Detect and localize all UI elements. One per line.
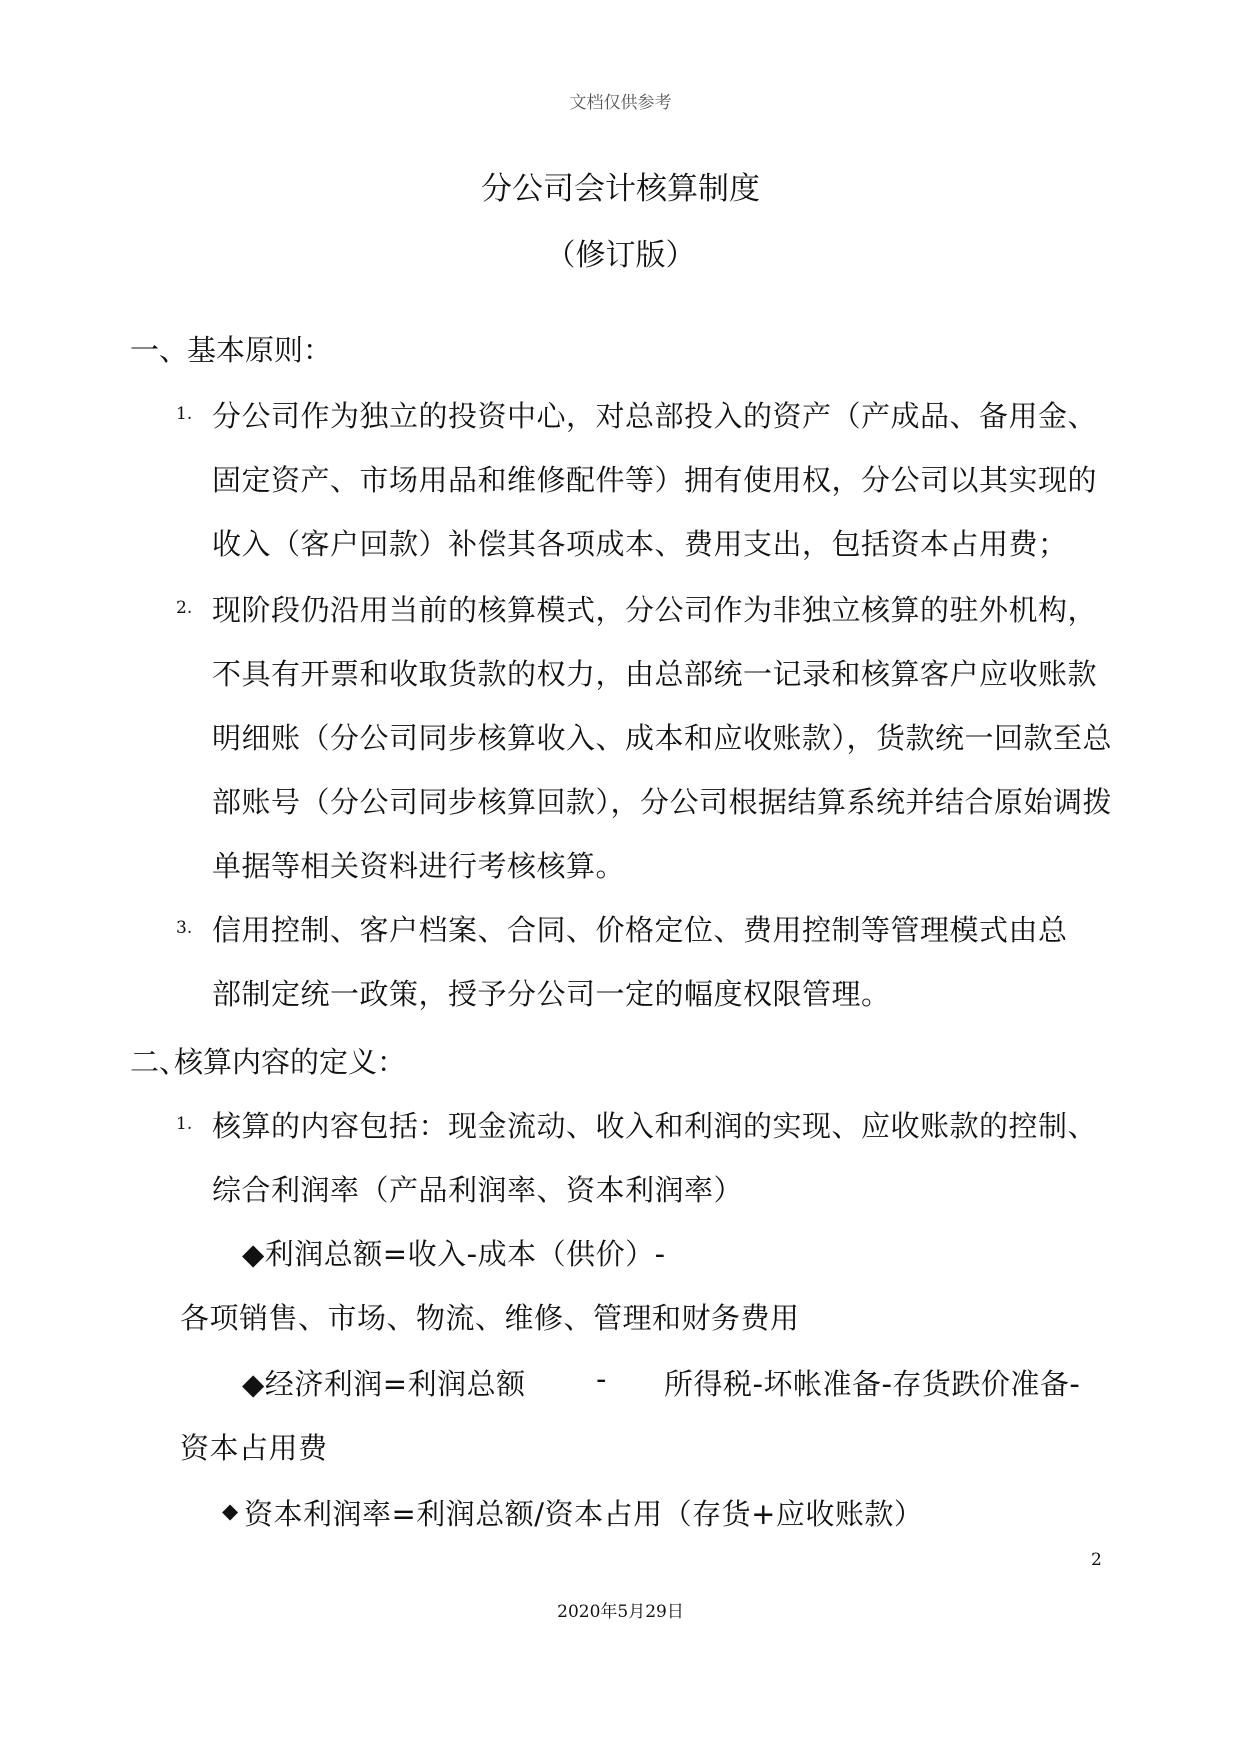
paragraph-line: 固定资产、市场用品和维修配件等）拥有使用权，分公司以其实现的 (212, 463, 1098, 497)
document-title: 分公司会计核算制度 (481, 171, 760, 207)
page-number: 2 (1091, 1550, 1102, 1570)
formula-economic-profit-cont: 资本占用费 (180, 1431, 328, 1465)
paragraph-line: 部账号（分公司同步核算回款），分公司根据结算系统并结合原始调拨 (212, 785, 1113, 819)
formula-capital-return: 资本利润率=利润总额/资本占用（存货+应收账款） (244, 1497, 924, 1531)
page-header: 文档仅供参考 (569, 93, 672, 113)
formula-economic-profit: ◆经济利润=利润总额 (242, 1367, 526, 1401)
formula-profit-total-cont: 各项销售、市场、物流、维修、管理和财务费用 (180, 1301, 800, 1335)
section2-marker: 二、 (130, 1045, 189, 1079)
paragraph-line: 信用控制、客户档案、合同、价格定位、费用控制等管理模式由总 (212, 913, 1068, 947)
formula-dash: - (596, 1362, 607, 1396)
formula-economic-profit-terms: 所得税-坏帐准备-存货跌价准备- (664, 1367, 1081, 1401)
section1-marker: 一、 (130, 333, 189, 367)
paragraph-line: 收入（客户回款）补偿其各项成本、费用支出，包括资本占用费； (212, 527, 1068, 561)
paragraph-line: 综合利润率（产品利润率、资本利润率） (212, 1173, 744, 1207)
item-number: 3. (176, 918, 193, 938)
item-number: 1. (176, 1114, 193, 1134)
paragraph-line: 单据等相关资料进行考核核算。 (212, 849, 626, 883)
paragraph-line: 现阶段仍沿用当前的核算模式，分公司作为非独立核算的驻外机构， (212, 593, 1098, 627)
section1-heading: 基本原则： (187, 333, 333, 367)
section2-heading: 核算内容的定义： (174, 1045, 407, 1079)
paragraph-line: 部制定统一政策，授予分公司一定的幅度权限管理。 (212, 977, 891, 1011)
diamond-bullet-icon: ◆ (222, 1499, 239, 1523)
item-number: 2. (176, 598, 193, 618)
paragraph-line: 分公司作为独立的投资中心，对总部投入的资产（产成品、备用金、 (212, 399, 1098, 433)
item-number: 1. (176, 404, 193, 424)
formula-profit-total: ◆利润总额=收入-成本（供价）- (242, 1237, 666, 1271)
paragraph-line: 不具有开票和收取货款的权力，由总部统一记录和核算客户应收账款 (212, 657, 1098, 691)
paragraph-line: 明细账（分公司同步核算收入、成本和应收账款），货款统一回款至总 (212, 721, 1113, 755)
document-subtitle: （修订版） (545, 238, 696, 273)
paragraph-line: 核算的内容包括：现金流动、收入和利润的实现、应收账款的控制、 (212, 1109, 1098, 1143)
footer-date: 2020年5月29日 (557, 1602, 684, 1622)
